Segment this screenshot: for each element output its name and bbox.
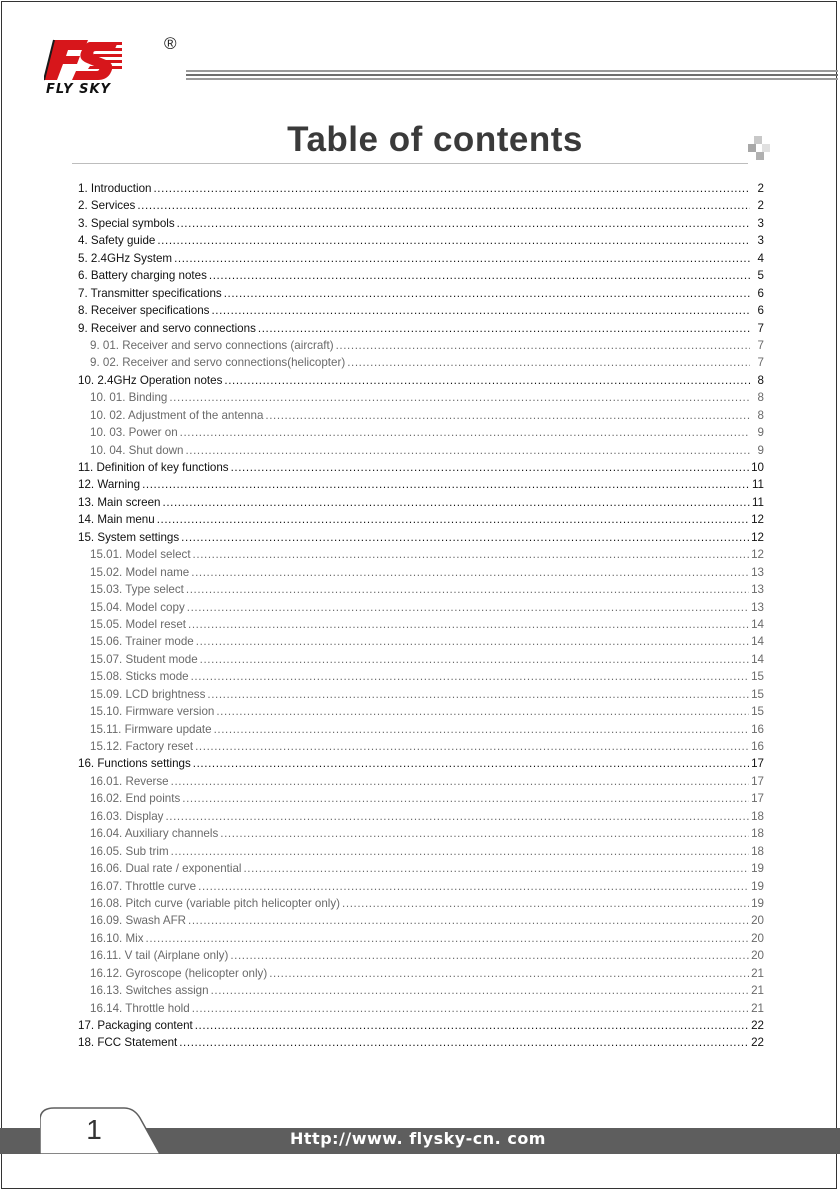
toc-entry-page: 18 (751, 809, 764, 823)
toc-entry-page: 3 (757, 216, 764, 230)
toc-entry-page: 17 (751, 774, 764, 788)
toc-entry-page: 6 (757, 304, 764, 318)
toc-leader-dots (165, 810, 749, 823)
toc-entry-label: 10. 03. Power on (90, 426, 178, 440)
toc-entry-label: 15.09. LCD brightness (90, 687, 206, 701)
toc-leader-dots (220, 827, 749, 840)
toc-entry-page: 8 (757, 373, 764, 387)
toc-leader-dots (230, 949, 749, 962)
toc-leader-dots (142, 478, 750, 491)
header-rule (186, 70, 838, 82)
toc-leader-dots (169, 391, 750, 404)
toc-entry-page: 10 (751, 461, 764, 474)
toc-entry[interactable] (78, 269, 764, 286)
decorative-squares-icon (748, 136, 770, 164)
toc-entry-label: 15.12. Factory reset (90, 740, 194, 753)
toc-entry-page: 2 (757, 182, 764, 195)
toc-entry-page: 19 (751, 896, 764, 910)
toc-entry[interactable] (78, 792, 764, 809)
toc-entry[interactable] (78, 356, 764, 373)
page-number: 1 (86, 1114, 102, 1145)
toc-entry-label: 10. 02. Adjustment of the antenna (90, 408, 264, 422)
toc-entry-label: 16.10. Mix (90, 931, 144, 945)
toc-entry-page: 20 (751, 931, 764, 945)
toc-entry-page: 20 (751, 914, 764, 928)
toc-leader-dots (157, 513, 749, 526)
toc-leader-dots (157, 234, 750, 247)
toc-entry-label: 18. FCC Statement (78, 1036, 178, 1050)
toc-entry[interactable] (78, 339, 764, 356)
toc-leader-dots (185, 444, 750, 457)
toc-entry[interactable] (78, 478, 764, 495)
toc-entry[interactable] (78, 409, 764, 426)
toc-entry-label: 15.04. Model copy (90, 600, 185, 614)
toc-entry[interactable] (78, 374, 764, 391)
toc-entry-label: 10. 04. Shut down (90, 443, 184, 457)
toc-leader-dots (146, 932, 750, 945)
toc-leader-dots (200, 653, 749, 666)
toc-entry[interactable] (78, 444, 764, 461)
toc-leader-dots (188, 618, 749, 631)
toc-entry-page: 8 (757, 408, 764, 422)
toc-leader-dots (174, 252, 750, 265)
toc-entry-label: 15.06. Trainer mode (90, 635, 194, 649)
toc-entry-page: 2 (757, 199, 764, 213)
toc-entry-label: 15.08. Sticks mode (90, 670, 189, 684)
toc-entry-label: 16.03. Display (90, 809, 164, 823)
toc-entry-label: 10. 01. Binding (90, 391, 168, 405)
toc-leader-dots (191, 566, 749, 579)
toc-entry[interactable] (78, 287, 764, 304)
toc-entry[interactable] (78, 618, 764, 635)
toc-entry-page: 7 (757, 321, 764, 335)
toc-leader-dots (186, 583, 749, 596)
toc-entry-label: 6. Battery charging notes (78, 269, 207, 283)
toc-entry-page: 3 (757, 234, 764, 248)
toc-entry-page: 13 (751, 600, 764, 614)
toc-leader-dots (188, 914, 749, 927)
toc-entry-label: 15.05. Model reset (90, 617, 187, 631)
toc-leader-dots (181, 531, 749, 544)
toc-entry-page: 19 (751, 862, 764, 876)
toc-leader-dots (193, 757, 749, 770)
toc-entry[interactable] (78, 182, 764, 199)
toc-leader-dots (182, 792, 749, 805)
toc-entry-page: 15 (751, 670, 764, 684)
toc-entry-page: 9 (757, 426, 764, 440)
toc-leader-dots (269, 967, 749, 980)
toc-entry[interactable] (78, 688, 764, 705)
toc-leader-dots (347, 356, 750, 369)
toc-entry-label: 15.10. Firmware version (90, 705, 215, 719)
toc-entry-label: 16.06. Dual rate / exponential (90, 862, 242, 876)
toc-entry-page: 15 (751, 687, 764, 701)
toc-entry[interactable] (78, 967, 764, 984)
toc-entry-label: 7. Transmitter specifications (78, 286, 222, 300)
toc-entry-page: 12 (751, 548, 764, 562)
toc-entry[interactable] (78, 391, 764, 408)
toc-entry-label: 16.08. Pitch curve (variable pitch helicopter only) (90, 896, 341, 910)
toc-leader-dots (196, 635, 749, 648)
fs-logo-mark-icon (44, 38, 122, 82)
toc-entry-label: 16.01. Reverse (90, 774, 169, 788)
toc-entry-page: 12 (751, 513, 764, 527)
toc-entry[interactable] (78, 949, 764, 966)
toc-entry-page: 4 (757, 251, 764, 265)
toc-entry-page: 7 (757, 356, 764, 370)
toc-entry-label: 16.09. Swash AFR (90, 914, 187, 928)
toc-entry[interactable] (78, 845, 764, 862)
toc-entry[interactable] (78, 810, 764, 827)
toc-entry[interactable] (78, 513, 764, 530)
toc-entry[interactable] (78, 217, 764, 234)
toc-entry-label: 15.11. Firmware update (90, 722, 212, 736)
toc-entry-page: 21 (751, 966, 764, 980)
toc-entry[interactable] (78, 653, 764, 670)
toc-entry[interactable] (78, 827, 764, 844)
toc-leader-dots (198, 880, 749, 893)
toc-entry-page: 8 (757, 391, 764, 405)
toc-entry[interactable] (78, 914, 764, 931)
toc-leader-dots (193, 548, 750, 561)
toc-entry-label: 17. Packaging content (78, 1019, 193, 1032)
toc-entry-page: 15 (751, 705, 764, 719)
toc-leader-dots (216, 705, 749, 718)
toc-leader-dots (192, 1002, 749, 1015)
toc-entry-page: 20 (751, 949, 764, 963)
toc-entry[interactable] (78, 304, 764, 321)
toc-entry[interactable] (78, 496, 764, 513)
toc-leader-dots (214, 723, 750, 736)
toc-entry-label: 16. Functions settings (78, 757, 191, 771)
toc-entry-label: 5. 2.4GHz System (78, 251, 173, 265)
toc-entry[interactable] (78, 897, 764, 914)
brand-name: FLY SKY (46, 82, 111, 97)
toc-entry[interactable] (78, 740, 764, 757)
toc-entry-page: 17 (751, 792, 764, 806)
toc-entry-label: 9. 01. Receiver and servo connections (aircraft) (90, 338, 334, 352)
toc-leader-dots (211, 304, 750, 317)
toc-entry[interactable] (78, 583, 764, 600)
toc-entry-label: 16.11. V tail (Airplane only) (90, 949, 229, 963)
toc-entry-label: 14. Main menu (78, 513, 155, 527)
toc-entry-page: 7 (757, 338, 764, 352)
toc-entry[interactable] (78, 880, 764, 897)
title-underline (72, 163, 748, 164)
toc-entry-page: 11 (751, 478, 764, 492)
toc-leader-dots (211, 984, 750, 997)
toc-entry[interactable] (78, 566, 764, 583)
toc-entry-page: 22 (751, 1036, 764, 1050)
toc-entry-label: 13. Main screen (78, 495, 161, 509)
toc-entry-label: 16.14. Throttle hold (90, 1001, 190, 1015)
toc-entry-label: 16.07. Throttle curve (90, 879, 197, 893)
toc-entry-label: 10. 2.4GHz Operation notes (78, 373, 223, 387)
toc-entry[interactable] (78, 775, 764, 792)
toc-entry[interactable] (78, 234, 764, 251)
toc-entry[interactable] (78, 199, 764, 216)
toc-entry-page: 13 (751, 565, 764, 579)
toc-entry-page: 19 (751, 879, 764, 893)
toc-entry-page: 14 (751, 617, 764, 631)
toc-entry-page: 21 (751, 984, 764, 998)
toc-leader-dots (195, 740, 749, 753)
toc-entry-label: 9. Receiver and servo connections (78, 321, 256, 335)
toc-entry[interactable] (78, 862, 764, 879)
toc-entry-page: 13 (751, 583, 764, 597)
toc-entry-page: 12 (751, 530, 764, 544)
toc-entry-page: 5 (757, 269, 764, 283)
toc-leader-dots (137, 199, 750, 212)
toc-leader-dots (209, 269, 750, 282)
registered-mark: ® (164, 34, 177, 53)
toc-entry[interactable] (78, 531, 764, 548)
toc-leader-dots (171, 775, 749, 788)
toc-leader-dots (265, 409, 750, 422)
toc-leader-dots (153, 182, 750, 195)
toc-entry[interactable] (78, 461, 764, 478)
toc-entry[interactable] (78, 1036, 764, 1053)
toc-entry-page: 16 (751, 722, 764, 736)
table-of-contents (78, 182, 764, 1054)
toc-entry[interactable] (78, 601, 764, 618)
toc-entry-label: 16.05. Sub trim (90, 844, 169, 858)
website-url: Http://www. flysky-cn. com (290, 1129, 546, 1148)
flysky-logo (42, 36, 192, 98)
toc-leader-dots (191, 670, 749, 683)
toc-leader-dots (171, 845, 749, 858)
toc-entry-label: 15.01. Model select (90, 548, 191, 562)
toc-entry-label: 15.02. Model name (90, 565, 190, 579)
toc-entry-page: 18 (751, 844, 764, 858)
page-title: Table of contents (287, 120, 583, 159)
toc-entry-page: 14 (751, 652, 764, 666)
toc-entry-label: 15. System settings (78, 530, 180, 544)
toc-leader-dots (231, 461, 750, 474)
toc-entry-label: 16.04. Auxiliary channels (90, 827, 219, 841)
toc-leader-dots (195, 1019, 749, 1032)
toc-leader-dots (336, 339, 750, 352)
toc-entry-label: 15.07. Student mode (90, 652, 198, 666)
toc-entry-page: 6 (757, 286, 764, 300)
toc-entry-label: 16.02. End points (90, 792, 181, 806)
toc-entry-label: 9. 02. Receiver and servo connections(helicopter) (90, 356, 346, 370)
toc-entry-label: 4. Safety guide (78, 234, 156, 248)
toc-entry-page: 9 (757, 443, 764, 457)
toc-entry-page: 21 (751, 1001, 764, 1015)
toc-entry-label: 1. Introduction (78, 182, 152, 195)
toc-entry[interactable] (78, 1002, 764, 1019)
toc-leader-dots (243, 862, 749, 875)
toc-entry-label: 8. Receiver specifications (78, 304, 210, 318)
toc-entry[interactable] (78, 757, 764, 774)
toc-entry-label: 2. Services (78, 199, 136, 213)
toc-leader-dots (224, 374, 750, 387)
toc-leader-dots (258, 322, 750, 335)
toc-entry[interactable] (78, 932, 764, 949)
toc-entry-page: 11 (751, 495, 764, 509)
toc-entry[interactable] (78, 252, 764, 269)
toc-entry-label: 16.12. Gyroscope (helicopter only) (90, 966, 268, 980)
toc-leader-dots (180, 426, 750, 439)
toc-leader-dots (207, 688, 749, 701)
toc-leader-dots (187, 601, 749, 614)
toc-entry-page: 14 (751, 635, 764, 649)
toc-entry[interactable] (78, 635, 764, 652)
toc-leader-dots (224, 287, 750, 300)
toc-leader-dots (342, 897, 749, 910)
toc-entry-page: 16 (751, 740, 764, 753)
toc-leader-dots (177, 217, 750, 230)
toc-entry[interactable] (78, 705, 764, 722)
toc-leader-dots (163, 496, 750, 509)
toc-entry-page: 22 (751, 1019, 764, 1032)
toc-entry[interactable] (78, 1019, 764, 1036)
toc-entry-page: 17 (751, 757, 764, 771)
toc-entry[interactable] (78, 984, 764, 1001)
toc-entry-label: 3. Special symbols (78, 216, 175, 230)
toc-entry[interactable] (78, 322, 764, 339)
toc-entry[interactable] (78, 426, 764, 443)
toc-entry-label: 15.03. Type select (90, 583, 184, 597)
toc-entry-label: 12. Warning (78, 478, 141, 492)
toc-entry[interactable] (78, 548, 764, 565)
toc-entry[interactable] (78, 670, 764, 687)
toc-entry[interactable] (78, 723, 764, 740)
toc-entry-label: 16.13. Switches assign (90, 984, 209, 998)
toc-entry-label: 11. Definition of key functions (78, 461, 229, 474)
toc-entry-page: 18 (751, 827, 764, 841)
toc-leader-dots (179, 1036, 749, 1049)
